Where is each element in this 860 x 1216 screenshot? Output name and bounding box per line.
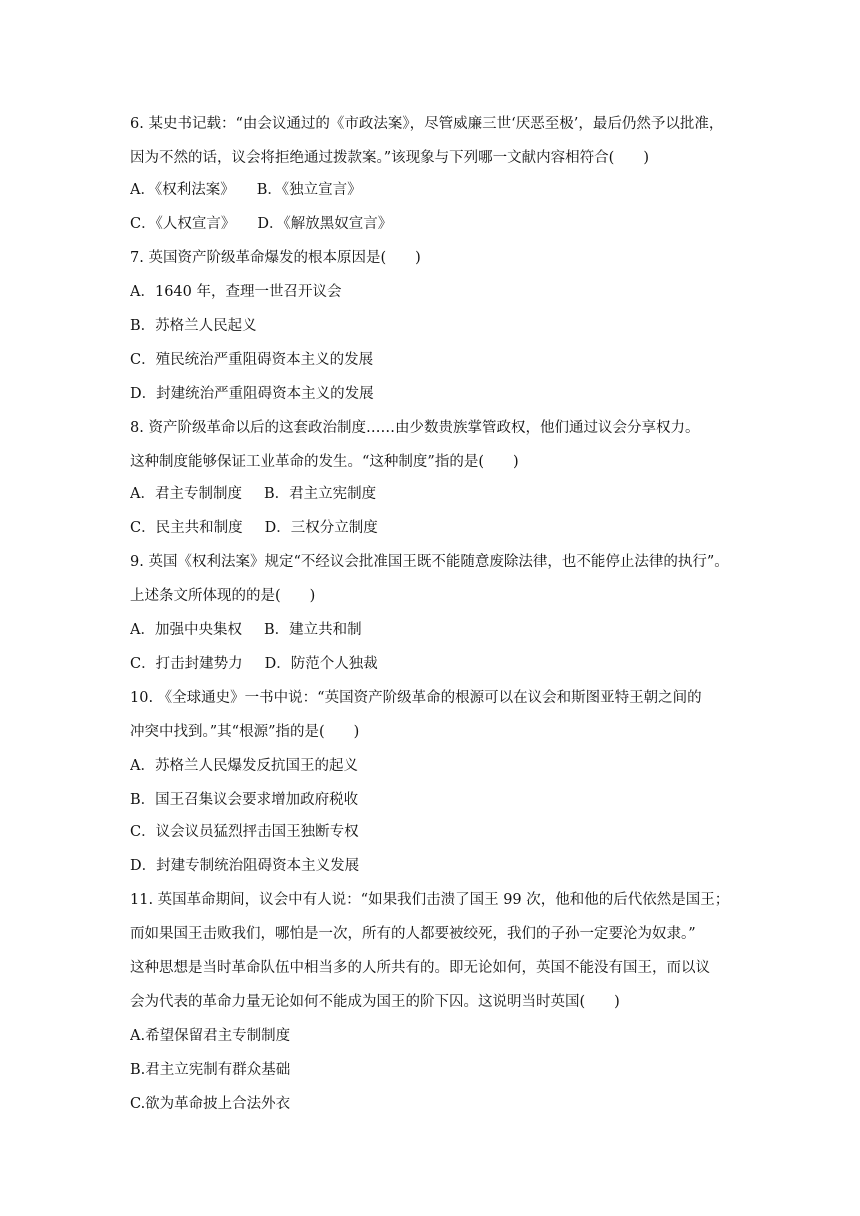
question-6-option-a: A．《权利法案》	[130, 182, 235, 198]
question-6-options-row-2	[130, 214, 750, 234]
question-9-options-row-1	[130, 620, 750, 640]
question-11-stem-line-1: 11. 英国革命期间，议会中有人说：“如果我们击溃了国王 99 次，他和他的后代依然是国王；	[130, 892, 730, 908]
question-10-option-d: D．封建专制统治阻碍资本主义发展	[130, 858, 360, 874]
question-7-option-d: D．封建统治严重阻碍资本主义的发展	[130, 386, 374, 402]
question-8-option-d: D．三权分立制度	[264, 520, 378, 536]
question-7-option-b: B．苏格兰人民起义	[130, 318, 257, 334]
question-9-stem-line-1: 9. 英国《权利法案》规定“不经议会批准国王既不能随意废除法律，也不能停止法律的执行”。	[130, 554, 729, 570]
question-6-options-row-1	[130, 180, 750, 200]
question-9-option-d: D．防范个人独裁	[264, 656, 378, 672]
question-8-option-a: A．君主专制制度	[130, 486, 242, 502]
question-6-option-c: C．《人权宣言》	[130, 216, 236, 232]
question-11-option-b: B.君主立宪制有群众基础	[130, 1062, 291, 1078]
question-8-options-row-2	[130, 518, 750, 538]
question-11-option-c: C.欲为革命披上合法外衣	[130, 1096, 291, 1112]
question-6-stem-line-1: 6. 某史书记载：“由会议通过的《市政法案》，尽管威廉三世‘厌恶至极’，最后仍然予以批准，	[130, 116, 724, 132]
question-6-option-d: D．《解放黑奴宣言》	[257, 216, 393, 232]
question-9-option-a: A．加强中央集权	[130, 622, 242, 638]
question-7-stem: 7. 英国资产阶级革命爆发的根本原因是( )	[130, 250, 421, 266]
question-8-stem-line-2: 这种制度能够保证工业革命的发生。“这种制度”指的是( )	[130, 454, 519, 470]
question-10-option-a: A．苏格兰人民爆发反抗国王的起义	[130, 758, 358, 774]
question-9-options-row-2	[130, 654, 750, 674]
question-8-option-b: B．君主立宪制度	[263, 486, 377, 502]
question-7-option-c: C．殖民统治严重阻碍资本主义的发展	[130, 352, 374, 368]
question-9-stem-line-2: 上述条文所体现的的是( )	[130, 588, 316, 604]
question-10-stem-line-1: 10. 《全球通史》一书中说：“英国资产阶级革命的根源可以在议会和斯图亚特王朝之间的	[130, 690, 702, 706]
question-9-option-b: B．建立共和制	[263, 622, 362, 638]
question-8-options-row-1	[130, 484, 750, 504]
question-10-option-b: B．国王召集议会要求增加政府税收	[130, 792, 359, 808]
question-10-stem-line-2: 冲突中找到。”其“根源”指的是( )	[130, 724, 360, 740]
question-11-stem-line-2: 而如果国王击败我们，哪怕是一次，所有的人都要被绞死，我们的子孙一定要沦为奴隶。”	[130, 926, 696, 942]
question-11-stem-line-4: 会为代表的革命力量无论如何不能成为国王的阶下囚。这说明当时英国( )	[130, 994, 620, 1010]
question-7-option-a: A．1640 年，查理一世召开议会	[130, 284, 342, 300]
question-11-stem-line-3: 这种思想是当时革命队伍中相当多的人所共有的。即无论如何，英国不能没有国王，而以议	[130, 960, 710, 976]
question-10-option-c: C．议会议员猛烈抨击国王独断专权	[130, 824, 359, 840]
question-8-option-c: C．民主共和制度	[130, 520, 243, 536]
question-9-option-c: C．打击封建势力	[130, 656, 243, 672]
question-6-stem-line-2: 因为不然的话，议会将拒绝通过拨款案。”该现象与下列哪一文献内容相符合( )	[130, 150, 649, 166]
question-8-stem-line-1: 8. 资产阶级革命以后的这套政治制度……由少数贵族掌管政权，他们通过议会分享权力。	[130, 420, 700, 436]
question-11-option-a: A.希望保留君主专制制度	[130, 1028, 291, 1044]
question-6-option-b: B．《独立宣言》	[256, 182, 362, 198]
